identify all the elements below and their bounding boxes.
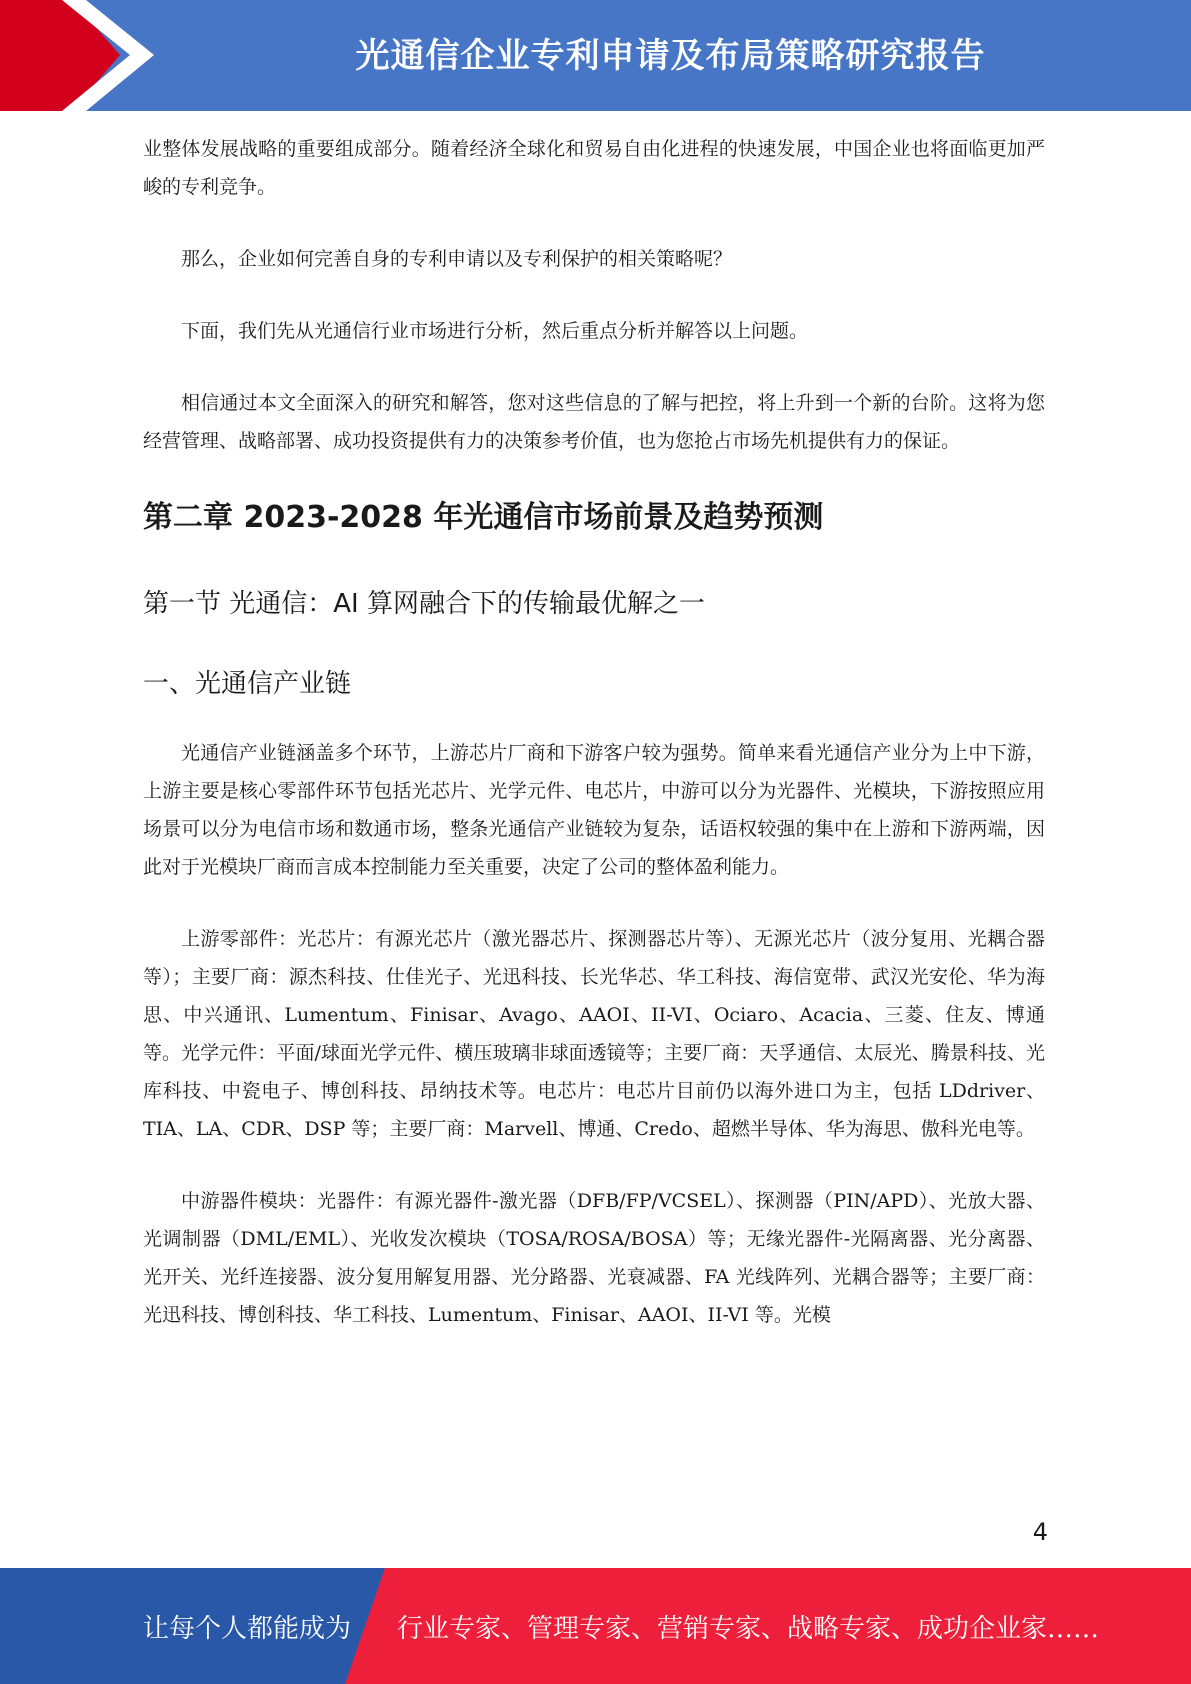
paragraph-6: 上游零部件：光芯片：有源光芯片（激光器芯片、探测器芯片等）、无源光芯片（波分复用、光耦合器等）；主要厂商：源杰科技、仕佳光子、光迅科技、长光华芯、华工科技、海信宽带、武汉光安伦、华为海思、中兴通讯、Lumentum、Finisar、Avago、AAOI、II-VI、Ociaro、Acacia、三菱、住友、博通等。光学元件：平面/球面光学元件、横压玻璃非球面透镜等；主要厂商：天孚通信、太辰光、腾景科技、光库科技、中瓷电子、博创科技、昂纳技术等。电芯片：电芯片目前仍以海外进口为主，包括 LDdriver、TIA、LA、CDR、DSP 等；主要厂商：Marvell、博通、Credo、超燃半导体、华为海思、傲科光电等。 [143, 928, 1045, 1140]
footer-slogan-left: 让每个人都能成为 [143, 1613, 352, 1644]
page-content [143, 130, 1045, 1334]
subsection-title: 一、光通信产业链 [143, 669, 352, 699]
chapter-title: 第二章 2023-2028 年光通信市场前景及趋势预测 [143, 500, 824, 535]
paragraph-1: 业整体发展战略的重要组成部分。随着经济全球化和贸易自由化进程的快速发展，中国企业也将面临更加严峻的专利竞争。 [143, 138, 1045, 198]
paragraph-5: 光通信产业链涵盖多个环节，上游芯片厂商和下游客户较为强势。简单来看光通信产业分为上中下游，上游主要是核心零部件环节包括光芯片、光学元件、电芯片，中游可以分为光器件、光模块，下游按照应用场景可以分为电信市场和数通市场，整条光通信产业链较为复杂，话语权较强的集中在上游和下游两端，因此对于光模块厂商而言成本控制能力至关重要，决定了公司的整体盈利能力。 [143, 742, 1045, 878]
paragraph-4: 相信通过本文全面深入的研究和解答，您对这些信息的了解与把控，将上升到一个新的台阶。这将为您经营管理、战略部署、成功投资提供有力的决策参考价值，也为您抢占市场先机提供有力的保证。 [143, 392, 1045, 452]
report-title: 光通信企业专利申请及布局策略研究报告 [355, 35, 986, 76]
page-header [0, 0, 1191, 111]
paragraph-7: 中游器件模块：光器件：有源光器件-激光器（DFB/FP/VCSEL）、探测器（PIN/APD）、光放大器、光调制器（DML/EML）、光收发次模块（TOSA/ROSA/BOSA）等；无缘光器件-光隔离器、光分离器、光开关、光纤连接器、波分复用解复用器、光分路器、光衰减器、FA 光线阵列、光耦合器等；主要厂商：光迅科技、博创科技、华工科技、Lumentum、Finisar、AAOI、II-VI 等。光模 [143, 1190, 1045, 1326]
paragraph-3: 下面，我们先从光通信行业市场进行分析，然后重点分析并解答以上问题。 [181, 320, 809, 342]
page-number: 4 [1032, 1518, 1048, 1546]
paragraph-2: 那么，企业如何完善自身的专利申请以及专利保护的相关策略呢？ [181, 248, 733, 270]
footer-slogan-right: 行业专家、管理专家、营销专家、战略专家、成功企业家…… [397, 1613, 1100, 1644]
section-title: 第一节 光通信：AI 算网融合下的传输最优解之一 [143, 589, 705, 619]
page-footer [0, 1568, 1191, 1684]
